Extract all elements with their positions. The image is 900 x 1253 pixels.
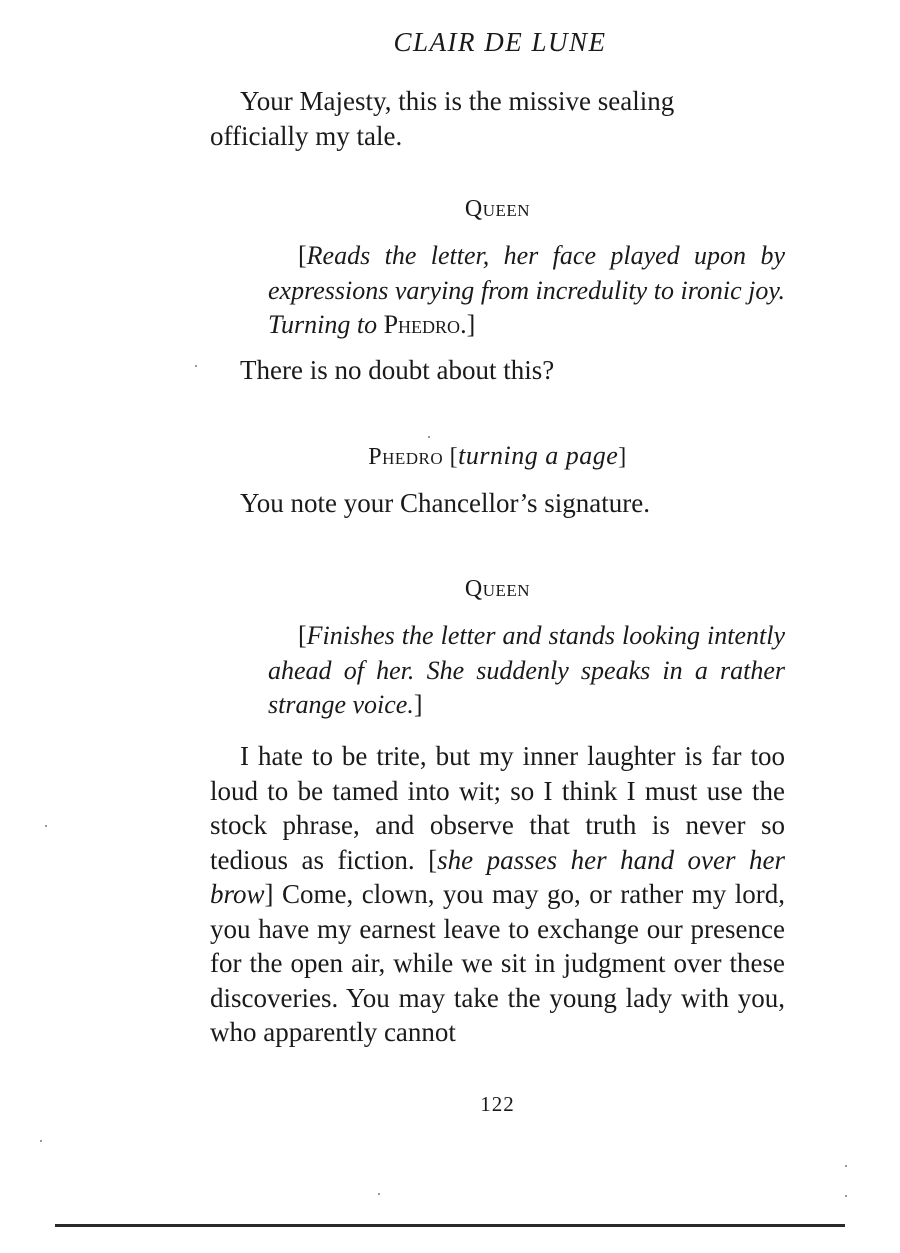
- scan-edge-rule: [55, 1224, 845, 1227]
- stage-direction-name: Phedro: [383, 310, 461, 339]
- queen-speech-1-text: There is no doubt about this?: [240, 355, 555, 385]
- scan-speck: [45, 825, 47, 827]
- stage-direction-queen-2-text: Finishes the letter and stands looking intently ahead of her. She suddenly speaks in a rather strange voice.: [268, 621, 785, 719]
- scan-speck: [845, 1195, 847, 1197]
- phedro-speech-text: You note your Chancellor’s signature.: [240, 488, 650, 518]
- scan-speck: [40, 1140, 42, 1142]
- stage-direction-text: Reads the letter, her face played upon by expressions varying from incredulity to ironic joy. Turning to: [268, 241, 785, 339]
- scan-speck: [378, 1193, 380, 1195]
- opening-line-1: Your Majesty, this is the missive sealing: [240, 86, 675, 116]
- speaker-queen-2: Queen: [464, 576, 531, 602]
- speaker-phedro-name: Phedro: [368, 444, 444, 470]
- speaker-queen-1: Queen: [464, 196, 531, 222]
- queen-speech-2-part-2: Come, clown, you may go, or rather my lord, you have my earnest leave to exchange our presence for the open air, while we sit in judgment over these discoveries. You may take the young lady with you, who apparently cannot: [210, 879, 786, 1047]
- scan-speck: [195, 365, 197, 367]
- opening-speech: [210, 84, 785, 153]
- queen-speech-2: [210, 739, 785, 1050]
- running-head: CLAIR DE LUNE: [393, 27, 607, 57]
- inline-stage-direction: she passes her hand over her brow: [210, 844, 785, 909]
- phedro-stage-direction: turning a page: [458, 441, 619, 470]
- stage-direction-queen-1: [Reads the letter, her face played upon by expressions varying from incredulity to ironic joy. Turning to Phedro.]: [268, 241, 785, 339]
- page-number: 122: [480, 1092, 515, 1116]
- queen-speech-2-part-1: I hate to be trite, but my inner laughter is far too loud to be tamed into wit; so I think I must use the stock phrase, and observe that truth is never so tedious as fiction.: [210, 741, 785, 875]
- stage-direction-queen-2: [Finishes the letter and stands looking intently ahead of her. She suddenly speaks in a rather strange voice.]: [268, 621, 785, 719]
- speaker-phedro: Phedro [turning a page]: [368, 441, 627, 470]
- scan-speck: [845, 1165, 847, 1167]
- scan-speck: [428, 436, 430, 438]
- queen-speech-1: [210, 353, 785, 388]
- opening-line-2: officially my tale.: [210, 120, 403, 151]
- queen-speech-2-paragraph: I hate to be trite, but my inner laughter is far too loud to be tamed into wit; so I think I must use the stock phrase, and observe that truth is never so tedious as fiction. [she passes her hand over her brow] Come, clown, you may go, or rather my lord, you have my earnest leave to exchange our presence for the open air, while we sit in judgment over these discoveries. You may take the young lady with you, who apparently cannot: [210, 741, 786, 1047]
- phedro-speech: [210, 486, 785, 521]
